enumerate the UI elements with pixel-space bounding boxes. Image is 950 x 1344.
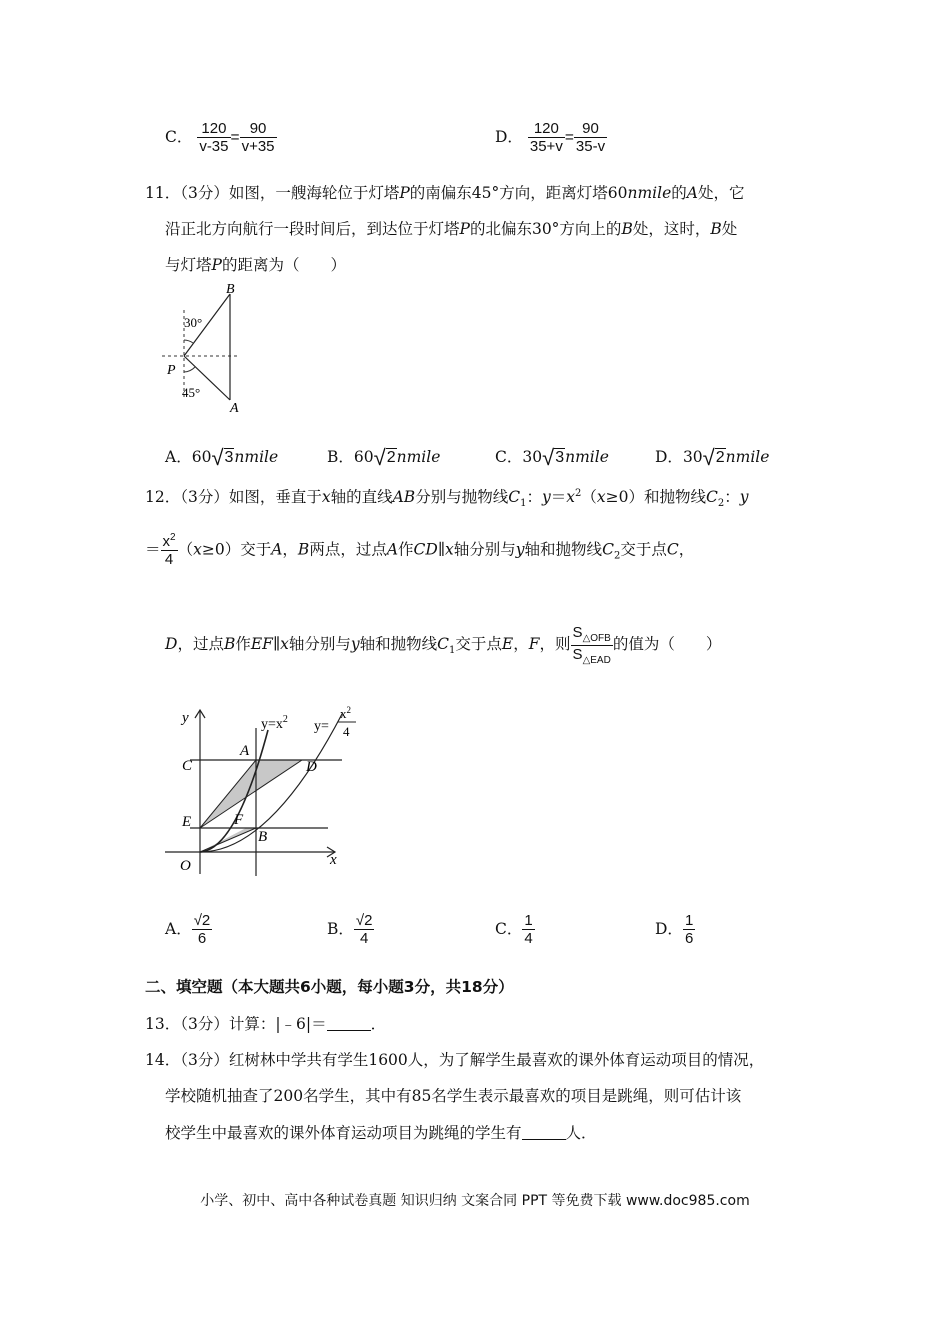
- q10-c-fraction-right: $\frac{90}{v+35}$: [241, 120, 275, 156]
- q12-option-a: A． $\frac{√2}{6}$: [165, 912, 211, 948]
- q13: 13．（3分）计算：|﹣6|＝ ．: [145, 1015, 387, 1033]
- q12-fraction-x2-over-4: $\frac{x^2}{4}$: [162, 532, 176, 569]
- q12-curve-c2-label: y=: [314, 719, 329, 734]
- q12-label-a: A: [240, 743, 250, 759]
- section-title: 二、填空题（本大题共6小题，每小题3分，共18分）: [145, 978, 514, 996]
- q12-line-3: D，过点B作EF∥x轴分别与y轴和抛物线$C_1$交于点E，F，则 $\frac{S_{\triangle OFB}}{S_{\triangle EAD}}$ 的值为（ ）: [165, 624, 722, 666]
- q12-label-f: F: [234, 812, 244, 828]
- q11-line-3: 与灯塔P的距离为（ ）: [165, 256, 346, 274]
- q10-option-d: D． $\frac{120}{35+v}$ = $\frac{90}{35-v}$: [495, 120, 606, 156]
- q10-option-c: C． $\frac{120}{v-35}$ = $\frac{90}{v+35}$: [165, 120, 275, 156]
- q12-option-b: B． $\frac{√2}{4}$: [327, 912, 373, 948]
- q10-d-fraction-right: $\frac{90}{35-v}$: [575, 120, 606, 156]
- q14-line-1: 14．（3分）红树林中学共有学生1600人，为了解学生最喜欢的课外体育运动项目的情况，: [145, 1051, 765, 1069]
- answer-blank[interactable]: [522, 1125, 566, 1140]
- q11-angle-30: 30°: [184, 315, 203, 330]
- q11-option-d: D．30√2nmile: [655, 445, 770, 470]
- q11-line-2: 沿正北方向航行一段时间后，到达位于灯塔P的北偏东30°方向上的B处，这时，B处: [165, 220, 738, 238]
- q11-option-c: C．30√3nmile: [495, 445, 609, 470]
- sqrt-symbol: √3: [211, 445, 234, 470]
- q12-option-d: D． $\frac{1}{6}$: [655, 912, 694, 948]
- q11-label-b: B: [226, 282, 235, 297]
- q12-label-y: y: [182, 710, 189, 726]
- q11-label-p: P: [167, 363, 176, 378]
- q12-label-b: B: [258, 829, 268, 845]
- q11-figure: [160, 280, 250, 420]
- q12-area-ratio-fraction: $\frac{S_{\triangle OFB}}{S_{\triangle EAD}}$: [572, 624, 611, 666]
- q11-option-b: B．60√2nmile: [327, 445, 441, 470]
- q12-label-e: E: [182, 814, 192, 830]
- q11-option-a: A．60√3nmile: [165, 445, 279, 470]
- q11-angle-45: 45°: [182, 385, 201, 400]
- q12-line-2: ＝ $\frac{x^2}{4}$ （x≥0）交于A，B两点，过点A作CD∥x轴分别与y轴和抛物线$C_2$交于点C，: [145, 532, 695, 569]
- q12-figure: [160, 700, 360, 880]
- q14-line-3: 校学生中最喜欢的课外体育运动项目为跳绳的学生有 人．: [165, 1124, 597, 1142]
- answer-blank[interactable]: [327, 1016, 371, 1031]
- q12-curve-c2: [200, 714, 342, 852]
- q12-label-d: D: [306, 759, 317, 775]
- page-footer: 小学、初中、高中各种试卷真题 知识归纳 文案合同 PPT 等免费下载 www.doc985.com: [200, 1193, 750, 1209]
- q14-line-2: 学校随机抽查了200名学生，其中有85名学生表示最喜欢的项目是跳绳，则可估计该: [165, 1087, 742, 1105]
- q12-label-c: C: [182, 758, 193, 774]
- q11-line-1: 11．（3分）如图，一艘海轮位于灯塔P的南偏东45°方向，距离灯塔60nmile的A处，它: [145, 184, 745, 202]
- q12-label-o: O: [180, 858, 191, 874]
- q12-curve-c2-num: $x^2$: [340, 705, 351, 721]
- q10-d-fraction-left: $\frac{120}{35+v}$: [529, 120, 563, 156]
- q11-arc-bottom: [184, 367, 195, 372]
- q12-curve-c2-den: 4: [343, 724, 350, 739]
- q10-option-c-label: C．: [165, 127, 193, 146]
- q12-curve-c1-label: $y=x^2$: [261, 714, 288, 732]
- q10-option-d-label: D．: [495, 127, 523, 146]
- sqrt-symbol: √2: [702, 445, 725, 470]
- q10-c-fraction-left: $\frac{120}{v-35}$: [199, 120, 229, 156]
- q12-line-1: 12．（3分）如图，垂直于x轴的直线AB分别与抛物线$C_1$：$y=x^2(x\ge 0)$和抛物线$C_2$：y: [145, 487, 749, 510]
- q11-arc-top: [184, 340, 193, 343]
- sqrt-symbol: √3: [542, 445, 565, 470]
- q12-option-c: C． $\frac{1}{4}$: [495, 912, 533, 948]
- q11-label-a: A: [230, 401, 239, 416]
- sqrt-symbol: √2: [373, 445, 396, 470]
- q12-label-x: x: [330, 852, 337, 868]
